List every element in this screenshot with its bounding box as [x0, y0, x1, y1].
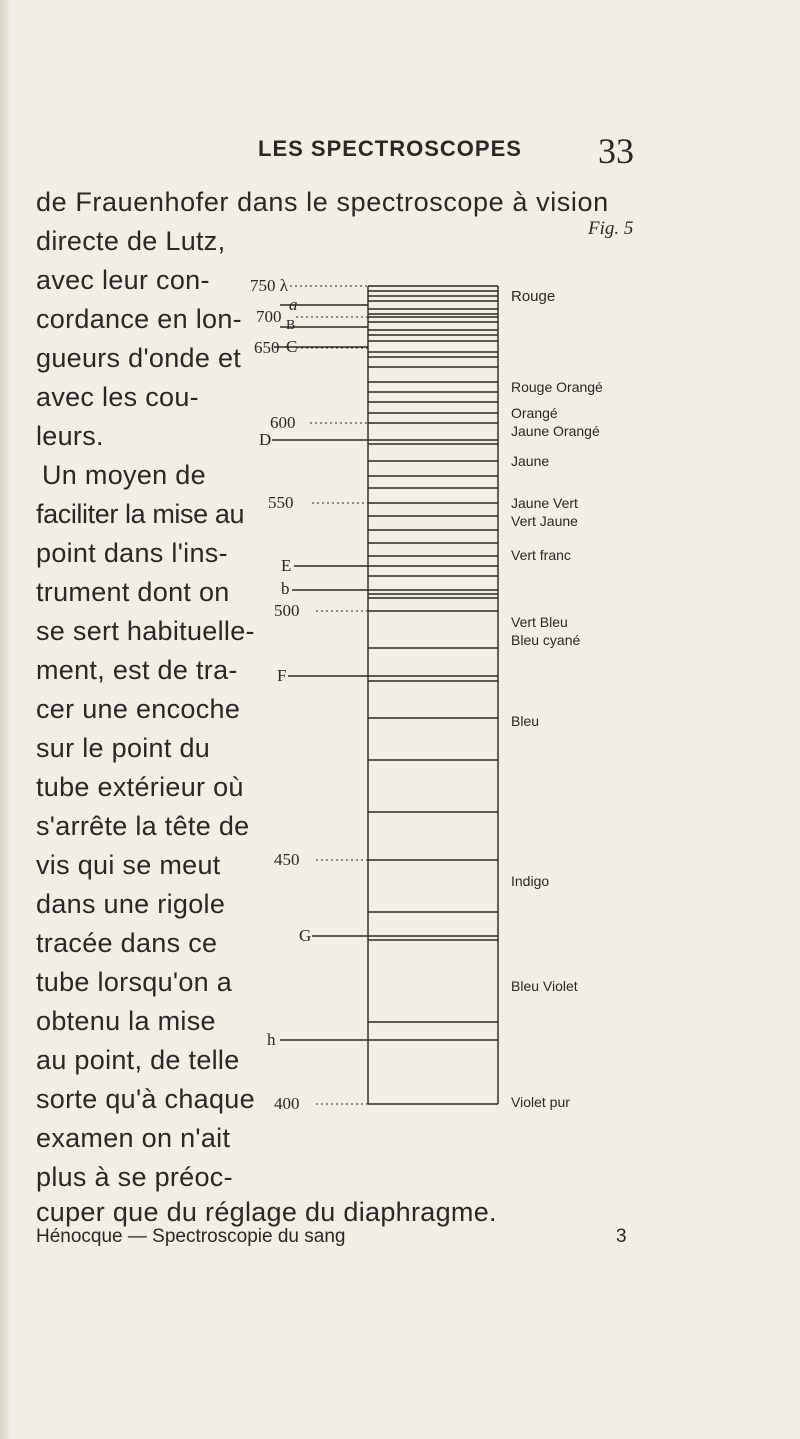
signature-mark: 3 [616, 1226, 627, 1247]
text-line: leurs. [36, 421, 104, 451]
fraunhofer-label-b: b [281, 579, 290, 598]
wavelength-label-650: 650 [254, 338, 280, 357]
fraunhofer-label-a: a [289, 295, 298, 314]
color-label-vert-franc: Vert franc [511, 547, 571, 563]
wavelength-label-400: 400 [274, 1094, 300, 1113]
text-line: plus à se préoc- [36, 1162, 233, 1192]
fraunhofer-label-G: G [299, 926, 312, 945]
color-label-jaune-orange: Jaune Orangé [511, 423, 600, 439]
fraunhofer-label-B: B [286, 318, 296, 333]
color-label-bleu-violet: Bleu Violet [511, 978, 578, 994]
color-label-bleu: Bleu [511, 713, 540, 729]
fraunhofer-label-E: E [281, 556, 292, 575]
color-label-jaune-vert: Jaune Vert [511, 495, 578, 511]
color-label-orange: Orangé [511, 405, 558, 421]
text-line: trument dont on [36, 577, 230, 607]
fraunhofer-label-h: h [267, 1030, 276, 1049]
color-label-jaune: Jaune [511, 453, 550, 469]
wavelength-label-700: 700 [256, 307, 282, 326]
wavelength-label-600: 600 [270, 413, 296, 432]
text-line: dans une rigole [36, 889, 226, 919]
color-label-indigo: Indigo [511, 873, 550, 889]
color-label-rouge-orange: Rouge Orangé [511, 379, 603, 395]
text-line: se sert habituelle- [36, 616, 255, 646]
scale-divisions [368, 286, 498, 1104]
text-line: s'arrête la tête de [36, 811, 250, 841]
text-line: cer une encoche [36, 694, 241, 724]
text-line: cuper que du réglage du diaphragme. [36, 1197, 497, 1227]
wavelength-label-550: 550 [268, 493, 294, 512]
footer-text: Hénocque — Spectroscopie du sang [36, 1226, 346, 1247]
color-label-rouge: Rouge [511, 288, 556, 305]
text-line: directe de Lutz, [36, 226, 226, 256]
text-line: tube lorsqu'on a [36, 967, 233, 997]
running-title: LES SPECTROSCOPES [258, 136, 522, 161]
text-line: sorte qu'à chaque [36, 1084, 255, 1114]
text-line: examen on n'ait [36, 1123, 231, 1153]
text-line: point dans l'ins- [36, 538, 228, 568]
fraunhofer-label-F: F [277, 666, 287, 685]
page-footer [36, 1226, 776, 1256]
color-label-bleu-cyane: Bleu cyané [511, 632, 581, 648]
text-line: sur le point du [36, 733, 211, 763]
wavelength-label-500: 500 [274, 601, 300, 620]
color-label-violet-pur: Violet pur [511, 1094, 570, 1110]
text-line: gueurs d'onde et [36, 343, 242, 373]
text-line: tube extérieur où [36, 772, 244, 802]
color-label-vert-jaune: Vert Jaune [511, 513, 578, 529]
fraunhofer-label-D: D [259, 430, 272, 449]
page-number: 33 [598, 131, 634, 171]
fraunhofer-label-C: C [286, 337, 298, 356]
wavelength-label-750: 750 λ [250, 276, 288, 295]
text-line: cordance en lon- [36, 304, 242, 334]
text-line: avec leur con- [36, 265, 210, 295]
text-line: ment, est de tra- [36, 655, 238, 685]
text-line: avec les cou- [36, 382, 199, 412]
text-line: obtenu la mise [36, 1006, 216, 1036]
text-line: au point, de telle [36, 1045, 240, 1075]
text-line: tracée dans ce [36, 928, 218, 958]
text-line: vis qui se meut [36, 850, 221, 880]
figure-caption: Fig. 5 [588, 218, 634, 239]
color-label-vert-bleu: Vert Bleu [511, 614, 568, 630]
wavelength-label-450: 450 [274, 850, 300, 869]
text-line: faciliter la mise au [36, 499, 245, 529]
text-line: de Frauenhofer dans le spectroscope à vision [36, 187, 609, 217]
text-line: Un moyen de [42, 460, 206, 490]
